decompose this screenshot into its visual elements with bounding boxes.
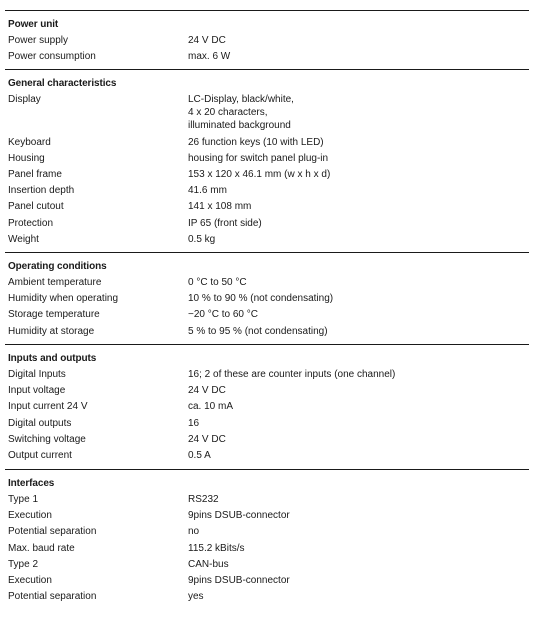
spec-row	[5, 324, 529, 340]
section-general-characteristics	[5, 69, 529, 248]
spec-value: 9pins DSUB-connector	[188, 575, 290, 587]
spec-value	[188, 92, 529, 135]
spec-row	[5, 183, 529, 199]
spec-row	[5, 216, 529, 232]
spec-row	[5, 291, 529, 307]
spec-label: Execution	[8, 510, 52, 522]
section-divider	[5, 344, 529, 345]
spec-row	[5, 557, 529, 573]
spec-label: Switching voltage	[8, 433, 86, 445]
section-operating-conditions	[5, 252, 529, 340]
section-divider	[5, 469, 529, 470]
spec-value: ca. 10 mA	[188, 401, 234, 413]
spec-row	[5, 151, 529, 167]
spec-label: Input current 24 V	[8, 401, 88, 413]
spec-value: 9pins DSUB-connector	[188, 510, 290, 522]
spec-value: 141 x 108 mm	[188, 201, 252, 213]
spec-row	[5, 199, 529, 215]
spec-label: Weight	[8, 233, 39, 245]
spec-label: Power supply	[8, 35, 69, 46]
spec-value: 16	[188, 417, 200, 429]
spec-value-line: LC-Display, black/white,	[188, 94, 294, 105]
spec-label: Insertion depth	[8, 185, 75, 197]
spec-label: Keyboard	[8, 136, 51, 148]
spec-label: Digital Inputs	[8, 369, 66, 380]
spec-value: 16; 2 of these are counter inputs (one channel)	[188, 369, 396, 380]
spec-label: Protection	[8, 217, 54, 229]
spec-value: yes	[188, 591, 204, 603]
spec-row	[5, 383, 529, 399]
spec-label: Power consumption	[8, 51, 96, 63]
spec-value: 10 % to 90 % (not condensating)	[188, 293, 334, 305]
spec-value: 0.5 kg	[188, 233, 216, 245]
spec-label: Ambient temperature	[8, 277, 102, 288]
spec-value: CAN-bus	[188, 558, 229, 570]
spec-label: Input voltage	[8, 385, 66, 397]
spec-label: Digital outputs	[8, 417, 72, 429]
spec-value: 115.2 kBits/s	[188, 542, 245, 554]
spec-row	[5, 232, 529, 248]
spec-value: 0.5 A	[188, 450, 211, 462]
spec-label: Potential separation	[8, 526, 97, 538]
spec-row	[5, 167, 529, 183]
spec-value: RS232	[188, 494, 219, 505]
spec-value: 153 x 120 x 46.1 mm (w x h x d)	[188, 169, 331, 181]
section-heading: Inputs and outputs	[8, 353, 97, 364]
spec-value-line: illuminated background	[188, 120, 291, 132]
spec-value: 26 function keys (10 with LED)	[188, 136, 324, 148]
spec-value: max. 6 W	[188, 51, 231, 63]
spec-row	[5, 416, 529, 432]
spec-value: IP 65 (front side)	[188, 217, 262, 229]
spec-value: housing for switch panel plug-in	[188, 152, 329, 164]
spec-value: 24 V DC	[188, 385, 226, 397]
section-heading: Operating conditions	[8, 261, 107, 272]
spec-label: Storage temperature	[8, 309, 100, 321]
spec-row	[5, 541, 529, 557]
spec-label: Type 2	[8, 558, 39, 570]
spec-value-line: 4 x 20 characters,	[188, 107, 268, 119]
spec-value: 24 V DC	[188, 433, 226, 445]
section-heading: Interfaces	[8, 478, 55, 489]
spec-row	[5, 508, 529, 524]
spec-value: 24 V DC	[188, 35, 226, 46]
spec-row	[5, 92, 529, 135]
spec-value: 5 % to 95 % (not condensating)	[188, 325, 328, 337]
section-divider	[5, 10, 529, 11]
spec-row	[5, 492, 529, 508]
spec-row	[5, 33, 529, 49]
spec-label: Display	[8, 94, 41, 105]
spec-row	[5, 49, 529, 65]
spec-row	[5, 448, 529, 464]
spec-label: Potential separation	[8, 591, 97, 603]
spec-label: Type 1	[8, 494, 39, 505]
section-inputs-outputs	[5, 344, 529, 464]
spec-value: no	[188, 526, 200, 538]
section-heading: General characteristics	[8, 78, 117, 89]
spec-row	[5, 135, 529, 151]
spec-row	[5, 432, 529, 448]
spec-row	[5, 275, 529, 291]
spec-row	[5, 367, 529, 383]
section-power-unit	[5, 10, 529, 65]
spec-label: Max. baud rate	[8, 542, 75, 554]
spec-label: Panel frame	[8, 169, 62, 181]
section-interfaces	[5, 469, 529, 605]
spec-row	[5, 589, 529, 605]
section-heading: Power unit	[8, 19, 59, 30]
section-divider	[5, 252, 529, 253]
spec-value: 0 °C to 50 °C	[188, 277, 247, 288]
spec-value: −20 °C to 60 °C	[188, 309, 258, 321]
spec-row	[5, 399, 529, 415]
spec-label: Humidity when operating	[8, 293, 119, 305]
spec-row	[5, 573, 529, 589]
spec-label: Humidity at storage	[8, 325, 95, 337]
spec-row	[5, 524, 529, 540]
spec-row	[5, 307, 529, 323]
spec-label: Execution	[8, 575, 52, 587]
spec-label: Housing	[8, 152, 45, 164]
section-divider	[5, 69, 529, 70]
spec-label: Output current	[8, 450, 72, 462]
spec-value: 41.6 mm	[188, 185, 227, 197]
spec-label: Panel cutout	[8, 201, 64, 213]
